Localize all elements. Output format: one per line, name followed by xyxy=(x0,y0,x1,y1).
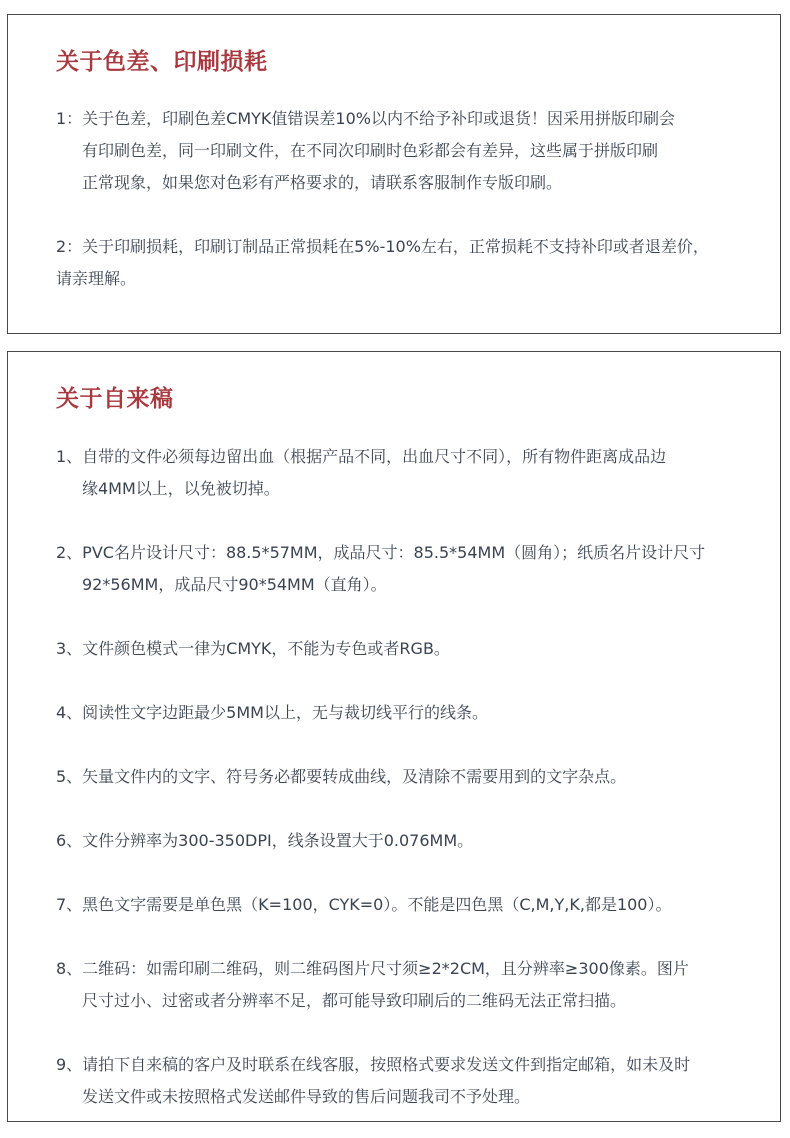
files-item-8 xyxy=(56,953,746,1017)
files-item-5-line-1: 5、矢量文件内的文字、符号务必都要转成曲线，及清除不需要用到的文字杂点。 xyxy=(56,767,627,786)
color-item-1-line-3: 正常现象，如果您对色彩有严格要求的，请联系客服制作专版印刷。 xyxy=(82,173,563,192)
files-item-4 xyxy=(56,697,746,729)
files-item-3-line-1: 3、文件颜色模式一律为CMYK，不能为专色或者RGB。 xyxy=(56,639,450,658)
files-item-6-line-1: 6、文件分辨率为300-350DPI，线条设置大于0.076MM。 xyxy=(56,831,474,850)
files-item-9-line-2: 发送文件或未按照格式发送邮件导致的售后问题我司不予处理。 xyxy=(82,1087,531,1106)
files-item-9 xyxy=(56,1049,746,1113)
files-item-7-line-1: 7、黑色文字需要是单色黑（K=100，CYK=0）。不能是四色黑（C,M,Y,K,都是100）。 xyxy=(56,895,672,914)
files-item-6 xyxy=(56,825,746,857)
files-item-4-line-1: 4、阅读性文字边距最少5MM以上，无与裁切线平行的线条。 xyxy=(56,703,488,722)
color-item-1-line-2: 有印刷色差，同一印刷文件，在不同次印刷时色彩都会有差异，这些属于拼版印刷 xyxy=(82,141,659,160)
files-item-8-line-2: 尺寸过小、过密或者分辨率不足，都可能导致印刷后的二维码无法正常扫描。 xyxy=(82,991,627,1010)
color-item-2-line-1: 2：关于印刷损耗，印刷订制品正常损耗在5%-10%左右，正常损耗不支持补印或者退差价， xyxy=(56,237,709,256)
color-difference-title: 关于色差、印刷损耗 xyxy=(56,49,268,75)
files-item-2 xyxy=(56,537,746,601)
files-item-1 xyxy=(56,441,746,505)
files-item-9-line-1: 9、请拍下自来稿的客户及时联系在线客服，按照格式要求发送文件到指定邮箱，如未及时 xyxy=(56,1055,691,1074)
files-item-8-line-1: 8、二维码：如需印刷二维码，则二维码图片尺寸须≥2*2CM，且分辨率≥300像素。图片 xyxy=(56,959,689,978)
supplied-files-title: 关于自来稿 xyxy=(56,386,174,412)
color-item-1 xyxy=(56,103,746,199)
files-item-2-line-1: 2、PVC名片设计尺寸：88.5*57MM，成品尺寸：85.5*54MM（圆角）；纸质名片设计尺寸 xyxy=(56,543,706,562)
supplied-files-panel xyxy=(7,351,781,1122)
files-item-3 xyxy=(56,633,746,665)
color-item-2-line-2: 请亲理解。 xyxy=(56,269,137,288)
files-item-7 xyxy=(56,889,746,921)
color-item-2 xyxy=(56,231,746,295)
files-item-1-line-2: 缘4MM以上，以免被切掉。 xyxy=(82,479,280,498)
files-item-5 xyxy=(56,761,746,793)
files-item-1-line-1: 1、自带的文件必须每边留出血（根据产品不同，出血尺寸不同），所有物件距离成品边 xyxy=(56,447,667,466)
color-difference-panel xyxy=(7,14,781,334)
files-item-2-line-2: 92*56MM，成品尺寸90*54MM（直角）。 xyxy=(82,575,387,594)
color-item-1-line-1: 1：关于色差，印刷色差CMYK值错误差10%以内不给予补印或退货！因采用拼版印刷会 xyxy=(56,109,675,128)
